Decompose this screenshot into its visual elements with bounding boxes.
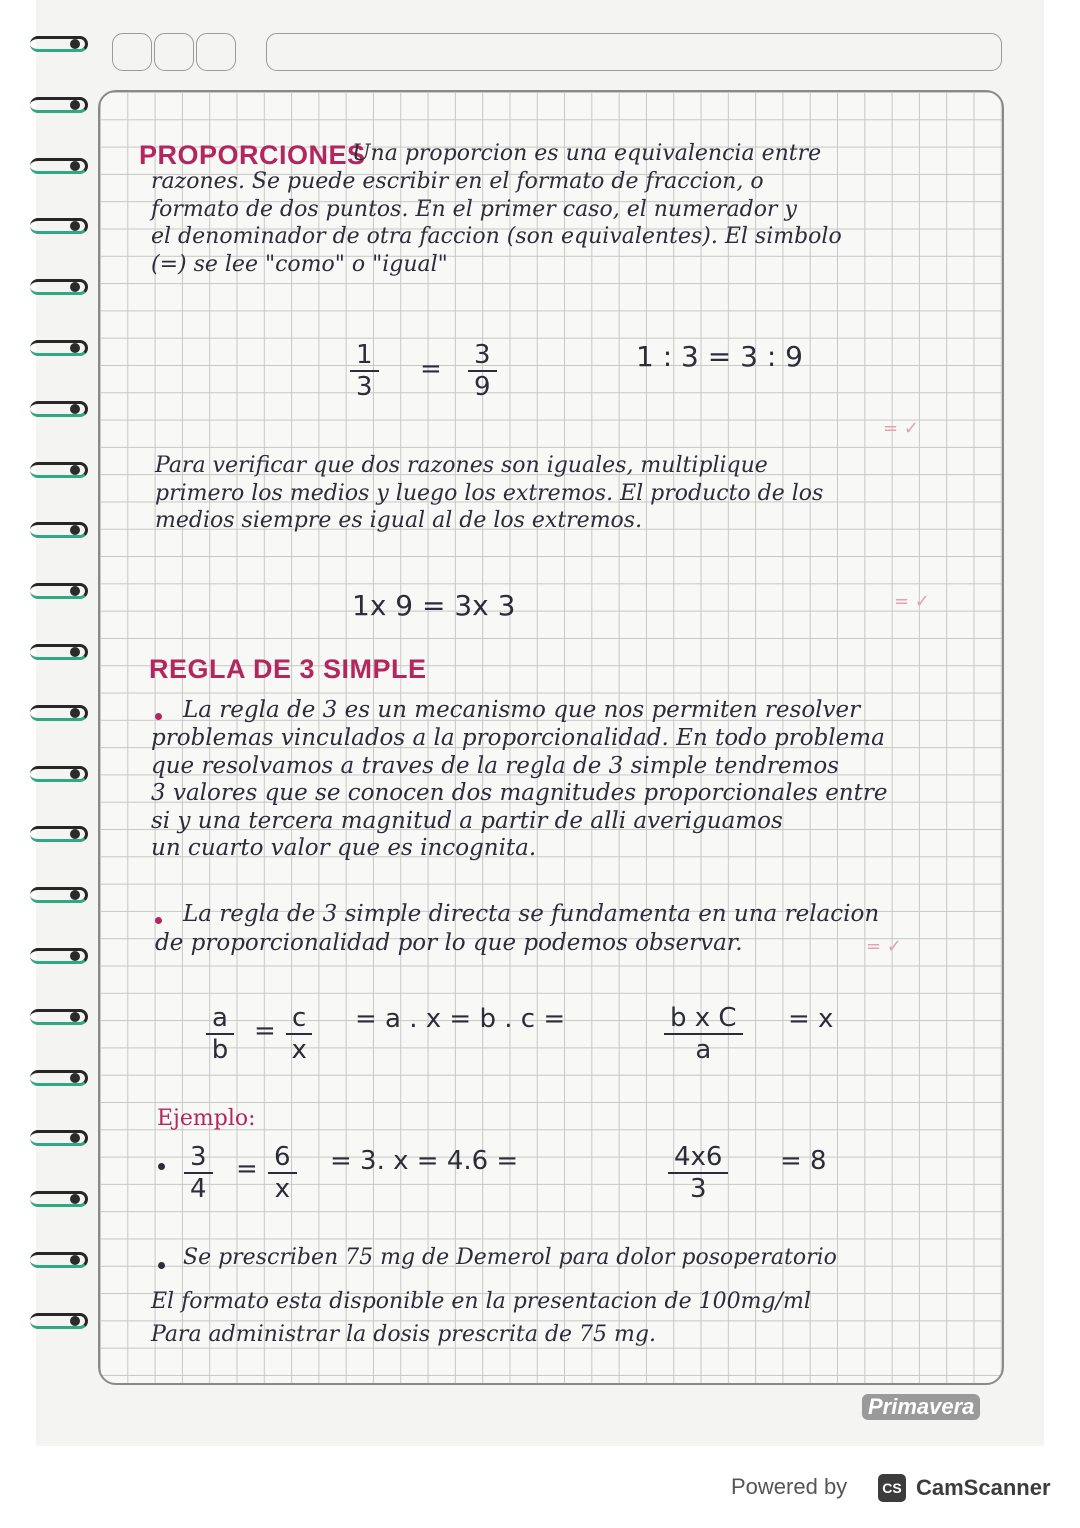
check-mark-3: = ✓ (866, 936, 902, 957)
spiral-ring (30, 946, 94, 966)
spiral-ring (30, 764, 94, 784)
bullet1-line-1: La regla de 3 es un mecanismo que nos permiten resolver (183, 697, 861, 723)
intro-line-1: Una proporcion es una equivalencia entre (352, 141, 822, 166)
bullet-dot-2 (155, 917, 162, 924)
spiral-ring (30, 1250, 94, 1270)
formula-step: = a . x = b . c = (355, 1004, 566, 1034)
bullet2-line-1: La regla de 3 simple directa se fundamenta en una relacion (183, 901, 880, 927)
bullet2-line-2: de proporcionalidad por lo que podemos observar. (155, 930, 743, 956)
spiral-ring (30, 1311, 94, 1331)
spiral-ring (30, 156, 94, 176)
example-result: = 8 (780, 1146, 827, 1176)
spiral-ring (30, 642, 94, 662)
header-box-3 (196, 33, 236, 71)
spiral-ring (30, 399, 94, 419)
fraction-three-ninths: $\frac{3}{9}$ (468, 340, 497, 402)
spiral-ring (30, 338, 94, 358)
spiral-ring (30, 1068, 94, 1088)
example-label: Ejemplo: (157, 1106, 256, 1131)
header-title-bar (266, 33, 1002, 71)
spiral-ring (30, 703, 94, 723)
check-mark: = ✓ (883, 418, 919, 439)
bullet-dot-1 (155, 713, 162, 720)
example-fraction-6-x: $\frac{6}{x}$ (268, 1142, 297, 1204)
formula-equals: = (254, 1016, 276, 1046)
spiral-ring (30, 581, 94, 601)
spiral-ring (30, 34, 94, 54)
problem-bullet (158, 1262, 165, 1269)
spiral-ring (30, 460, 94, 480)
spiral-ring (30, 885, 94, 905)
spiral-ring (30, 95, 94, 115)
example-step: = 3. x = 4.6 = (330, 1146, 519, 1176)
problem-paragraph: El formato esta disponible en la presentacion de 100mg/ml Para administrar la dosis prescrita de 75 mg. (151, 1289, 811, 1347)
header-box-2 (154, 33, 194, 71)
intro-paragraph: razones. Se puede escribir en el formato de fraccion, o formato de dos puntos. En el primer caso, el numerador y el denominador de otra faccion (son equivalentes). El simbolo (=) se lee "como" o "igual" (151, 169, 842, 277)
verify-paragraph: Para verificar que dos razones son iguales, multiplique primero los medios y luego los extremos. El producto de los medios siempre es igual al de los extremos. (155, 453, 824, 533)
check-mark-2: = ✓ (894, 591, 930, 612)
header-box-1 (112, 33, 152, 71)
primavera-logo: Primavera (862, 1394, 980, 1420)
example-bullet (158, 1163, 165, 1170)
section-title-regla-de-3: REGLA DE 3 SIMPLE (149, 654, 427, 684)
spiral-ring (30, 1128, 94, 1148)
powered-by-text: Powered by (731, 1474, 848, 1499)
formula-fraction-result: $\frac{\text{b x C}}{a}$ (664, 1003, 743, 1065)
example-equals: = (236, 1154, 258, 1184)
spiral-ring (30, 1189, 94, 1209)
problem-line-1: Se prescriben 75 mg de Demerol para dolor posoperatorio (183, 1245, 837, 1270)
spiral-ring (30, 277, 94, 297)
equals-sign: = (420, 354, 442, 384)
spiral-ring (30, 520, 94, 540)
camscanner-text: CamScanner (916, 1475, 1051, 1500)
formula-result: = x (788, 1004, 834, 1034)
spiral-ring (30, 216, 94, 236)
formula-fraction-c-x: $\frac{c}{x}$ (286, 1003, 312, 1065)
bullet1-paragraph: problemas vinculados a la proporcionalidad. En todo problema que resolvamos a traves de la regla de 3 simple tendremos 3 valores que se conocen dos magnitudes proporcionales entre si y una tercera magnitud a partir de alli averiguamos un cuarto valor que es incognita. (151, 725, 888, 861)
fraction-one-third: $\frac{1}{3}$ (350, 340, 379, 402)
formula-fraction-a-b: $\frac{a}{b}$ (206, 1003, 234, 1065)
section-title-proporciones: PROPORCIONES (139, 140, 366, 170)
example-fraction-result: $\frac{4x6}{3}$ (668, 1142, 728, 1204)
spiral-ring (30, 1007, 94, 1027)
camscanner-icon: CS (878, 1474, 906, 1502)
colon-ratio: 1 : 3 = 3 : 9 (636, 340, 803, 373)
example-fraction-3-4: $\frac{3}{4}$ (184, 1142, 213, 1204)
product-check: 1x 9 = 3x 3 (352, 589, 516, 622)
spiral-ring (30, 824, 94, 844)
